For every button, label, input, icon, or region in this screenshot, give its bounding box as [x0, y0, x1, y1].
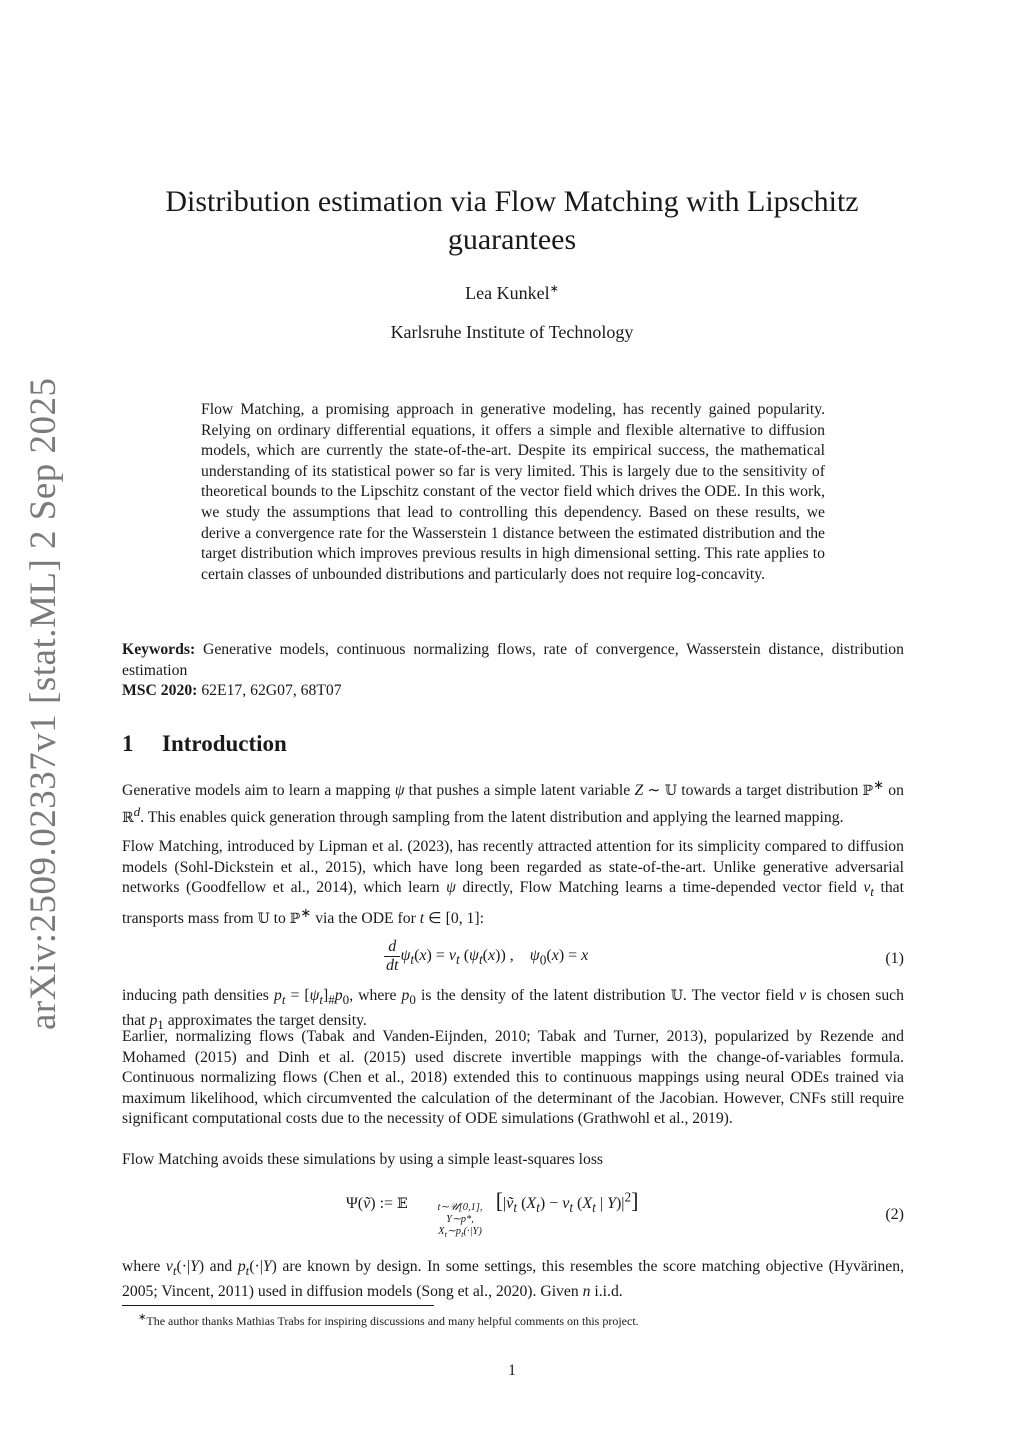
section-title: Introduction	[162, 731, 287, 756]
paper-title: Distribution estimation via Flow Matching with Lipschitz guarantees	[165, 185, 859, 256]
equation-2-formula: Ψ(ṽ) := 𝔼 [|ṽ$_t$ $(X_t) - v_t$ ($X_t$ | $Y)|^2$]	[346, 1188, 639, 1216]
msc-codes: 62E17, 62G07, 68T07	[201, 682, 342, 700]
paragraph-2: Flow Matching, introduced by Lipman et al. (2023), has recently attracted attention for its simplicity compared to diffusion models (Sohl-Dickstein et al., 2015), which have long been regarded as state-of-the-art. Unlike generative adversarial networks (Goodfellow et al., 2014), which learn ψ directly, Flow Matching learns a time-depended vector field $v_t$ that transports mass from 𝕌 to ℙ∗ via the ODE for t ∈ [0, 1]:	[122, 838, 904, 928]
footnote-mark: ∗	[138, 1312, 147, 1323]
arxiv-identifier: arXiv:2509.02337v1 [stat.ML] 2 Sep 2025	[23, 377, 64, 1030]
equation-1-formula: $\frac{d}{dt}$ $\psi_t(x) = v_t$ $(\psi_t(x))$ , $\psi_0(x) = x$	[386, 938, 589, 974]
equation-2-number: (2)	[885, 1206, 904, 1223]
footnote-text: The author thanks Mathias Trabs for inspiring discussions and many helpful comments on this project.	[146, 1314, 639, 1328]
paragraph-4: Earlier, normalizing flows (Tabak and Vanden-Eijnden, 2010; Tabak and Turner, 2013), popularized by Rezende and Mohamed (2015) and Dinh et al. (2015) used discrete invertible mappings with the change-of-variables formula. Continuous normalizing flows (Chen et al., 2018) extended this to continuous mappings using neural ODEs trained via maximum likelihood, which circumvented the calculation of the determinant of the Jacobian. However, CNFs still require significant computational costs due to the necessity of ODE simulations (Grathwohl et al., 2019).	[122, 1028, 904, 1128]
section-heading	[122, 731, 287, 757]
keywords-line	[122, 640, 904, 681]
affiliation: Karlsruhe Institute of Technology	[390, 322, 634, 342]
msc-label: MSC 2020:	[122, 682, 198, 700]
paragraph-1: Generative models aim to learn a mapping ψ that pushes a simple latent variable Z ∼ 𝕌 towards a target distribution ℙ∗ on ℝ$^d$. This enables quick generation through sampling from the latent distribution and applying the learned mapping.	[122, 777, 904, 827]
author-footnote-mark: ∗	[549, 283, 559, 295]
keywords-block	[122, 640, 904, 702]
footnote	[138, 1312, 898, 1329]
footnote-rule	[122, 1305, 434, 1306]
page-number: 1	[508, 1362, 516, 1379]
author-text: Lea Kunkel	[465, 283, 550, 303]
expectation-subscript: t∼𝒰[0,1], Y∼p*, $X_t\sim p_t(\cdot|Y)$	[437, 1202, 483, 1240]
msc-line	[122, 681, 904, 702]
equation-2	[122, 1180, 904, 1250]
keywords-label: Keywords:	[122, 641, 196, 658]
equation-1-number: (1)	[885, 950, 904, 967]
paragraph-6: where $v_t(\cdot|Y)$ and $p_t(\cdot|Y)$ are known by design. In some settings, this resembles the score matching objective (Hyvärinen, 2005; Vincent, 2011) used in diffusion models (Song et al., 2020). Given n i.i.d.	[122, 1258, 905, 1300]
abstract: Flow Matching, a promising approach in generative modeling, has recently gained popularity. Relying on ordinary differential equations, it offers a simple and flexible alternative to diffusion models, which are currently the state-of-the-art. Despite its empirical success, the mathematical understanding of its statistical power so far is very limited. This is largely due to the sensitivity of theoretical bounds to the Lipschitz constant of the vector field which drives the ODE. In this work, we study the assumptions that lead to controlling this dependency. Based on these results, we derive a convergence rate for the Wasserstein 1 distance between the estimated distribution and the target distribution which improves previous results in high dimensional setting. This rate applies to certain classes of unbounded distributions and particularly does not require log-concavity.	[201, 401, 825, 583]
section-number: 1	[122, 731, 134, 756]
author-name	[0, 282, 1024, 304]
keywords-text: Generative models, continuous normalizing flows, rate of convergence, Wasserstein distance, distribution estimation	[122, 641, 904, 679]
equation-1	[122, 938, 904, 982]
paragraph-3: inducing path densities $p_t = [\psi_t]_{\#}p_0$, where $p_0$ is the density of the latent distribution 𝕌. The vector field v is chosen such that $p_1$ approximates the target density.	[122, 987, 904, 1032]
paragraph-5: Flow Matching avoids these simulations by using a simple least-squares loss	[122, 1151, 604, 1168]
